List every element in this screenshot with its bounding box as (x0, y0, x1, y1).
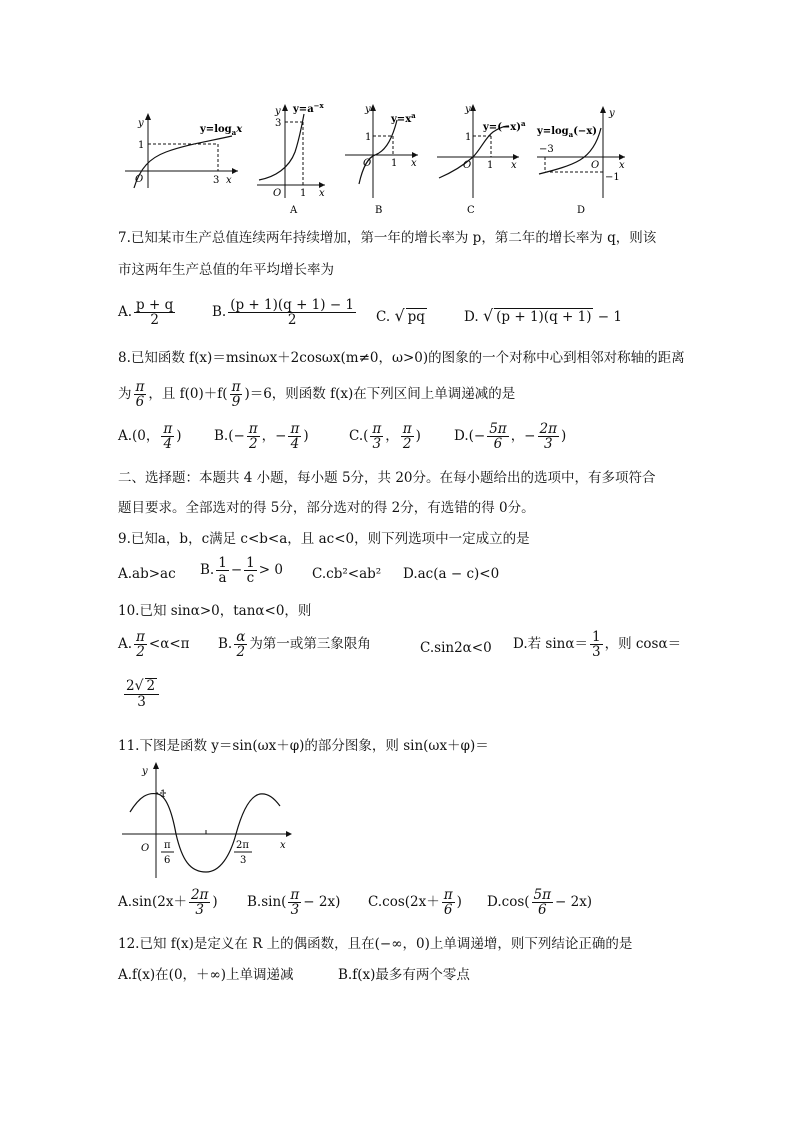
q10-option-D: D.若 sinα＝ $\frac{1}{3}$ ，则 cosα＝ (513, 629, 682, 661)
origin: O (135, 174, 144, 185)
q7-option-C: C. √ pq (376, 306, 425, 325)
svg-text:2π: 2π (236, 840, 249, 851)
q10-option-B: B. $\frac{\alpha}{2}$ 为第一或第三象限角 (218, 629, 371, 661)
q8-line2: 为 $\frac{\pi}{6}$ ，且 f(0)＋f( $\frac{\pi}{9}$ )＝6，则函数 f(x)在下列区间上单调递减的是 (118, 379, 516, 411)
svg-text:x: x (619, 160, 625, 171)
svg-text:1: 1 (300, 188, 307, 199)
q11-option-D: D.cos( $\frac{5\pi}{6}$ − 2x) (487, 887, 593, 919)
q10-stem: 10.已知 sinα>0，tanα<0，则 (118, 603, 312, 619)
svg-text:O: O (463, 160, 472, 171)
svg-text:x: x (319, 188, 325, 199)
q11-option-A: A.sin(2x＋ $\frac{2\pi}{3}$ ) (118, 887, 218, 919)
graph-D (535, 100, 630, 218)
q8-line1: 8.已知函数 f(x)＝msinωx＋2cosωx(m≠0，ω>0)的图象的一个对称中心到相邻对称轴的距离 (118, 350, 685, 366)
section2-line1: 二、选择题：本题共 4 小题，每小题 5分，共 20分。在每小题给出的选项中，有多项符合 (118, 470, 656, 486)
svg-text:6: 6 (164, 855, 171, 866)
svg-text:−1: −1 (605, 172, 620, 183)
svg-text:y: y (365, 104, 371, 115)
q7-option-B: B. $\frac{(p + 1)(q + 1) - 1}{2}$ (212, 297, 355, 329)
graph-B (343, 100, 423, 218)
func-label-A: $y=a^{-x}$ (293, 101, 324, 115)
svg-text:1: 1 (391, 158, 398, 169)
q11-graph (118, 760, 298, 880)
q8-option-D: D.(− $\frac{5\pi}{6}$ ，− $\frac{2\pi}{3}$ ) (454, 421, 567, 453)
svg-text:3: 3 (240, 855, 247, 866)
axis-y: y (138, 118, 144, 129)
option-letter-A: A (290, 205, 298, 216)
q7-line1: 7.已知某市生产总值连续两年持续增加，第一年的增长率为 p，第二年的增长率为 q，则该 (118, 230, 657, 246)
q8-option-B: B.(− $\frac{\pi}{2}$ ，− $\frac{\pi}{4}$ ) (214, 421, 309, 453)
tick-3: 3 (213, 175, 220, 186)
func-label-B: $y=x^a$ (391, 111, 416, 125)
q10-option-A: A. $\frac{\pi}{2}$ <α<π (118, 629, 190, 661)
axis-x: x (226, 175, 232, 186)
svg-text:O: O (363, 158, 372, 169)
q8-option-C: C.( $\frac{\pi}{3}$ ， $\frac{\pi}{2}$ ) (349, 421, 421, 453)
svg-text:y: y (142, 766, 148, 777)
graph-A (255, 100, 330, 218)
q9-stem: 9.已知a，b，c满足 c<b<a，且 ac<0，则下列选项中一定成立的是 (118, 531, 530, 547)
graph-C (435, 100, 525, 218)
svg-text:π: π (164, 840, 171, 851)
q11-option-C: C.cos(2x＋ $\frac{\pi}{6}$ ) (368, 887, 462, 919)
svg-text:1: 1 (487, 160, 494, 171)
svg-text:1: 1 (365, 132, 372, 143)
q11-option-B: B.sin( $\frac{\pi}{3}$ − 2x) (247, 887, 341, 919)
svg-text:x: x (411, 158, 417, 169)
q12-stem: 12.已知 f(x)是定义在 R 上的偶函数，且在(−∞，0)上单调递增，则下列结论正确的是 (118, 936, 633, 952)
q12-option-A: A.f(x)在(0，＋∞)上单调递减 (118, 967, 294, 983)
svg-text:x: x (280, 840, 286, 851)
q9-option-A: A.ab>ac (118, 566, 176, 582)
q11-stem: 11.下图是函数 y＝sin(ωx＋φ)的部分图象，则 sin(ωx＋φ)＝ (118, 738, 489, 754)
option-letter-B: B (375, 205, 383, 216)
svg-text:3: 3 (275, 118, 282, 129)
q9-option-B: B. $\frac{1}{a}$ − $\frac{1}{c}$ > 0 (200, 555, 283, 587)
svg-text:O: O (591, 160, 600, 171)
graph-main (120, 110, 245, 190)
svg-text:O: O (141, 843, 150, 854)
q7-line2: 市这两年生产总值的年平均增长率为 (118, 262, 334, 278)
q12-option-B: B.f(x)最多有两个零点 (338, 967, 470, 983)
tick-1: 1 (138, 140, 145, 151)
svg-text:y: y (465, 104, 471, 115)
func-label-C: $y=(-x)^a$ (483, 119, 526, 133)
q10-option-D-value: $\frac{2√ 2}{3}$ (122, 678, 161, 709)
svg-text:x: x (511, 160, 517, 171)
svg-text:O: O (273, 188, 282, 199)
q9-option-C: C.cb²<ab² (312, 566, 382, 582)
svg-text:y: y (609, 108, 615, 119)
func-label-D: $y=\log_a(-x)$ (537, 126, 598, 139)
section2-line2: 题目要求。全部选对的得 5分，部分选对的得 2分，有选错的得 0分。 (118, 500, 535, 516)
option-letter-D: D (577, 205, 586, 216)
q10-option-C: C.sin2α<0 (420, 640, 492, 656)
func-label: $y=\log_ax$ (200, 124, 243, 137)
q7-option-A: A. $\frac{p + q}{2}$ (118, 297, 174, 329)
q9-option-D: D.ac(a − c)<0 (403, 566, 500, 582)
q7-option-D: D. √ (p + 1)(q + 1) − 1 (464, 306, 622, 325)
svg-text:1: 1 (465, 132, 472, 143)
svg-text:1: 1 (160, 789, 167, 800)
svg-text:y: y (275, 106, 281, 117)
q8-option-A: A.(0， $\frac{\pi}{4}$ ) (118, 421, 182, 453)
option-letter-C: C (467, 205, 475, 216)
svg-text:−3: −3 (539, 144, 554, 155)
